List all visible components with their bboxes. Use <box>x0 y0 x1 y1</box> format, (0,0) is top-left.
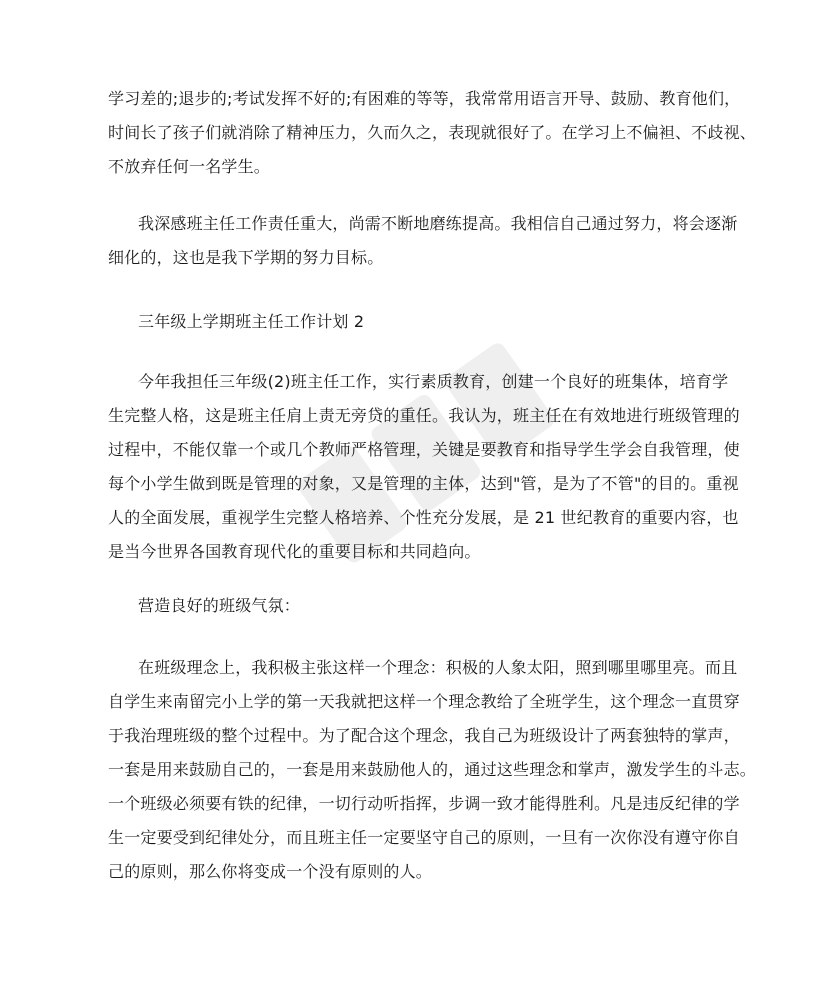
paragraph-line: 生完整人格，这是班主任肩上责无旁贷的重任。我认为，班主任在有效地进行班级管理的 <box>108 406 740 425</box>
paragraph-line: 在班级理念上，我积极主张这样一个理念：积极的人象太阳，照到哪里哪里亮。而且 <box>138 658 738 677</box>
paragraph-6 <box>108 651 757 889</box>
paragraph-line: 于我治理班级的整个过程中。为了配合这个理念，我自己为班级设计了两套独特的掌声， <box>108 726 740 745</box>
paragraph-line: 今年我担任三年级(2)班主任工作，实行素质教育，创建一个良好的班集体，培育学 <box>138 372 729 391</box>
paragraph-line: 过程中，不能仅靠一个或几个教师严格管理，关键是要教育和指导学生学会自我管理，使 <box>108 440 740 459</box>
paragraph-line: 不放弃任何一名学生。 <box>108 157 271 176</box>
paragraph-line: 一个班级必须要有铁的纪律，一切行动听指挥，步调一致才能得胜利。凡是违反纪律的学 <box>108 794 740 813</box>
paragraph-line: 是当今世界各国教育现代化的重要目标和共同趋向。 <box>108 542 481 561</box>
paragraph-line: 每个小学生做到既是管理的对象，又是管理的主体，达到"管，是为了不管"的目的。重视 <box>108 474 739 493</box>
subsection-heading <box>108 589 728 623</box>
paragraph-4 <box>108 365 740 569</box>
paragraph-line: 学习差的;退步的;考试发挥不好的;有困难的等等，我常常用语言开导、鼓励、教育他们， <box>108 89 741 108</box>
heading-text: 三年级上学期班主任工作计划 2 <box>138 312 365 331</box>
paragraph-line: 细化的，这也是我下学期的努力目标。 <box>108 248 384 267</box>
paragraph-line: 人的全面发展，重视学生完整人格培养、个性充分发展，是 21 世纪教育的重要内容，也 <box>108 508 739 527</box>
paragraph-line: 一套是用来鼓励自己的，一套是用来鼓励他人的，通过这些理念和掌声，激发学生的斗志。 <box>108 760 757 779</box>
paragraph-line: 自学生来南留完小上学的第一天我就把这样一个理念教给了全班学生，这个理念一直贯穿 <box>108 692 740 711</box>
section-heading <box>108 305 728 339</box>
paragraph-line: 时间长了孩子们就消除了精神压力，久而久之，表现就很好了。在学习上不偏袒、不歧视、 <box>108 123 757 142</box>
subheading-text: 营造良好的班级气氛： <box>138 596 301 615</box>
paragraph-1 <box>108 82 757 184</box>
paragraph-2 <box>108 207 738 275</box>
paragraph-line: 己的原则，那么你将变成一个没有原则的人。 <box>108 862 433 881</box>
paragraph-line: 生一定要受到纪律处分，而且班主任一定要坚守自己的原则，一旦有一次你没有遵守你自 <box>108 828 740 847</box>
paragraph-line: 我深感班主任工作责任重大，尚需不断地磨练提高。我相信自己通过努力，将会逐渐 <box>138 214 738 233</box>
